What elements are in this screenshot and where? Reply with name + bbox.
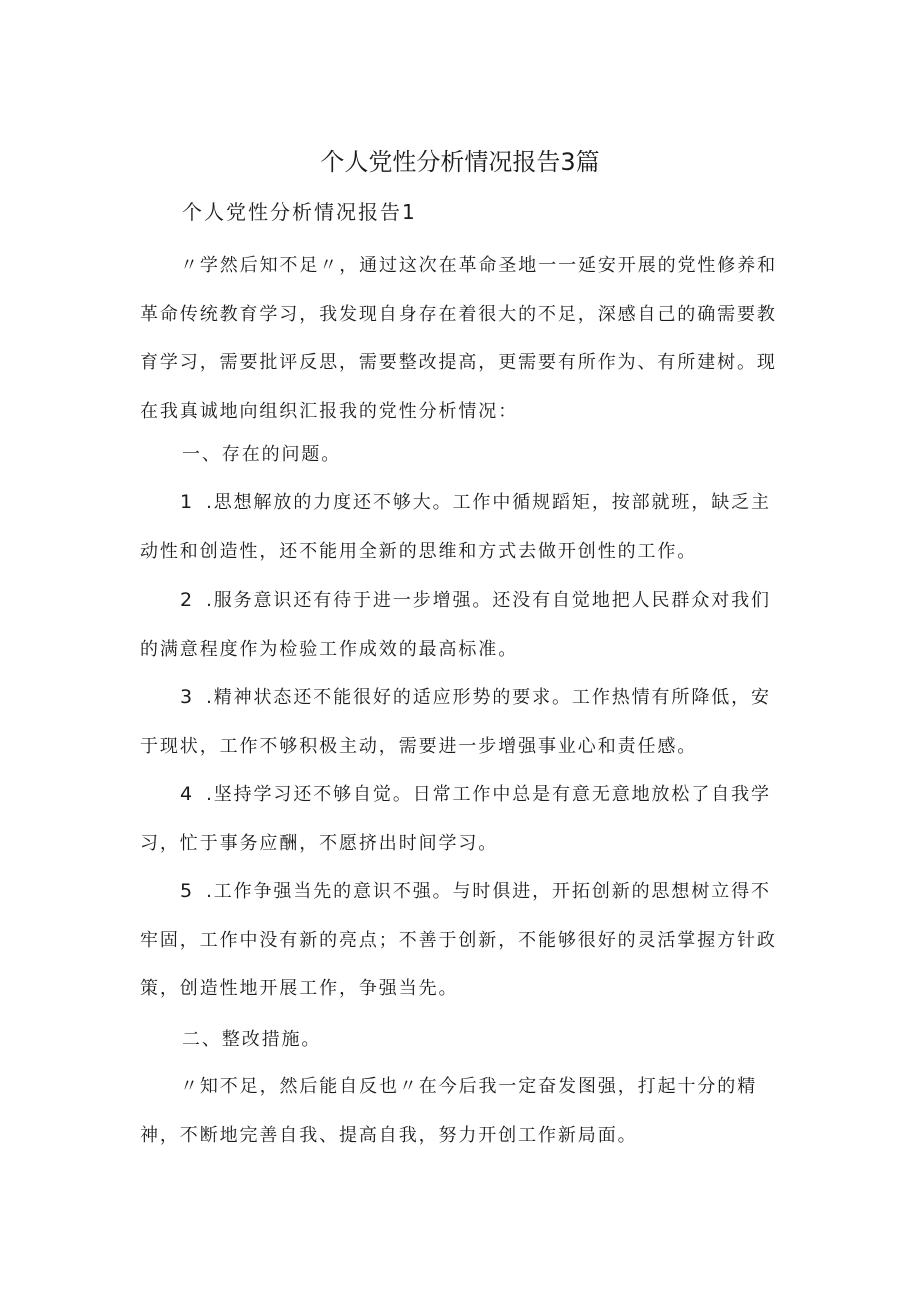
problem-text: .精神状态还不能很好的适应形势的要求。工作热情有所降低，安于现状，工作不够积极主动，需要进一步增强事业心和责任感。 bbox=[140, 687, 771, 757]
document-title: 个人党性分析情况报告3篇 bbox=[320, 148, 600, 176]
problem-number: 2 bbox=[180, 589, 193, 611]
intro-paragraph: 〃学然后知不足〃，通过这次在革命圣地一一延安开展的党性修养和革命传统教育学习，我发现自身存在着很大的不足，深感自己的确需要教育学习，需要批评反思，需要整改提高，更需要有所作为、有所建树。现在我真诚地向组织汇报我的党性分析情况： bbox=[140, 255, 777, 422]
measures-paragraph: 〃知不足，然后能自反也〃在今后我一定奋发图强，打起十分的精神，不断地完善自我、提高自我，努力开创工作新局面。 bbox=[140, 1076, 758, 1146]
problem-item-3 bbox=[140, 673, 782, 771]
problem-text: .坚持学习还不够自觉。日常工作中总是有意无意地放松了自我学习，忙于事务应酬，不愿挤出时间学习。 bbox=[140, 784, 771, 854]
problem-text: .工作争强当先的意识不强。与时俱进，开拓创新的思想树立得不牢固，工作中没有新的亮点；不善于创新，不能够很好的灵活掌握方针政策，创造性地开展工作，争强当先。 bbox=[140, 881, 777, 999]
problem-text: .思想解放的力度还不够大。工作中循规蹈矩，按部就班，缺乏主动性和创造性，还不能用全新的思维和方式去做开创性的工作。 bbox=[140, 492, 771, 562]
problem-number: 5 bbox=[180, 880, 193, 902]
problem-item-5 bbox=[140, 867, 782, 1014]
problem-number: 4 bbox=[180, 783, 193, 805]
problem-number: 1 bbox=[180, 491, 193, 513]
section-heading-problems: 一、存在的问题。 bbox=[182, 444, 342, 465]
problem-item-1 bbox=[140, 478, 782, 576]
problem-item-4 bbox=[140, 770, 782, 868]
problem-number: 3 bbox=[180, 686, 193, 708]
problem-item-2 bbox=[140, 576, 782, 674]
problem-text: .服务意识还有待于进一步增强。还没有自觉地把人民群众对我们的满意程度作为检验工作成效的最高标准。 bbox=[140, 590, 771, 660]
report-subtitle: 个人党性分析情况报告1 bbox=[182, 200, 417, 224]
section-heading-measures: 二、整改措施。 bbox=[182, 1029, 322, 1050]
